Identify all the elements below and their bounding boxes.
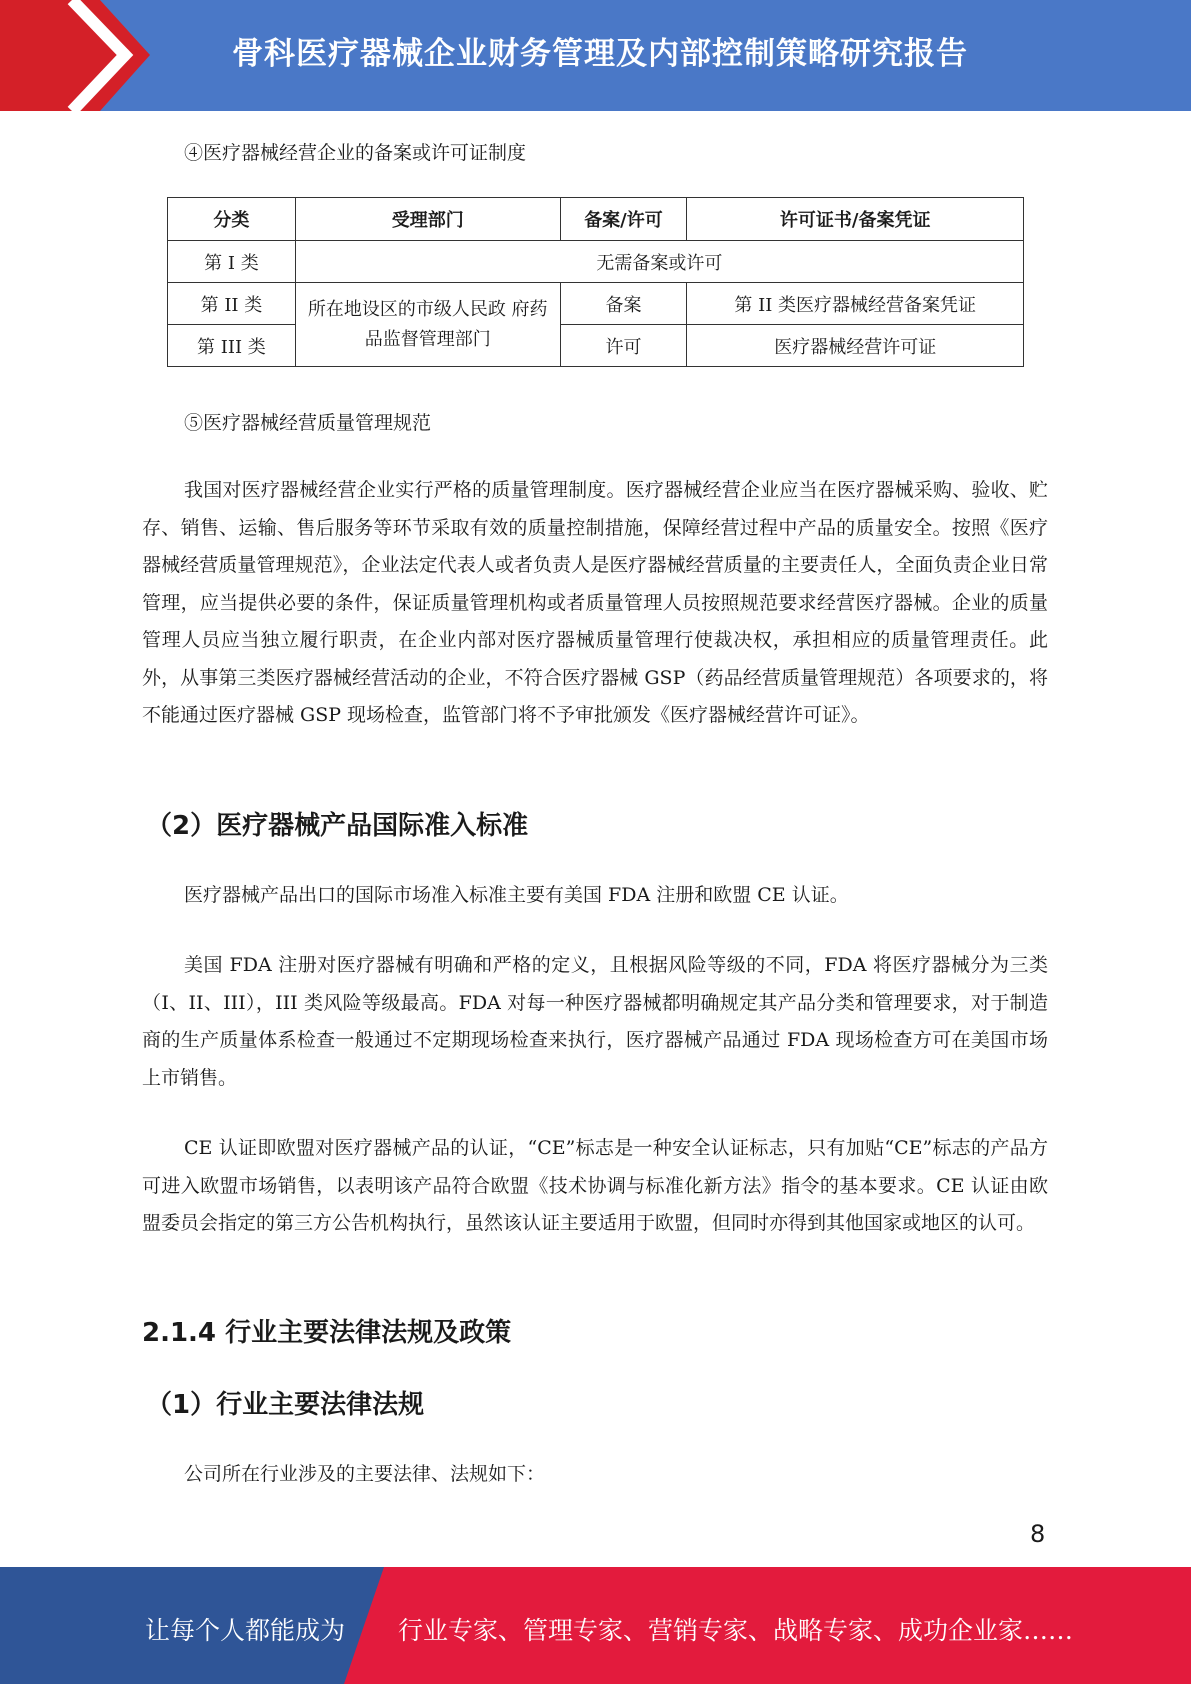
footer-slogan-right: 行业专家、管理专家、营销专家、战略专家、成功企业家…… [398,1616,1074,1645]
table-cell-merged: 无需备案或许可 [295,241,1023,283]
section-title-quality: ⑤医疗器械经营质量管理规范 [184,412,432,434]
footer-banner [0,1567,1191,1684]
table-row [168,241,1024,283]
table-row [168,283,1024,325]
license-table [167,197,1024,367]
header-arrow-decoration [0,0,150,111]
table-cell-cert: 第 II 类医疗器械经营备案凭证 [687,283,1024,325]
table-header-row [168,198,1024,241]
table-header: 备案/许可 [560,198,687,241]
table-cell-cert: 医疗器械经营许可证 [687,325,1024,367]
paragraph-intro: 医疗器械产品出口的国际市场准入标准主要有美国 FDA 注册和欧盟 CE 认证。 [184,884,849,906]
section-title-license: ④医疗器械经营企业的备案或许可证制度 [184,142,527,164]
table-cell-type: 许可 [560,325,687,367]
heading-international-standards: （2）医疗器械产品国际准入标准 [146,811,529,841]
header-banner [0,0,1191,111]
table-cell-dept: 所在地设区的市级人民政 府药品监督管理部门 [295,283,560,367]
paragraph-laws-intro: 公司所在行业涉及的主要法律、法规如下： [184,1463,546,1485]
table-cell-category: 第 I 类 [168,241,296,283]
page-number: 8 [1030,1520,1046,1548]
paragraph-ce: CE 认证即欧盟对医疗器械产品的认证，“CE”标志是一种安全认证标志，只有加贴“CE”标志的产品方可进入欧盟市场销售，以表明该产品符合欧盟《技术协调与标准化新方法》指令的基本要求。CE 认证由欧盟委员会指定的第三方公告机构执行，虽然该认证主要适用于欧盟，但同时亦得到其他国家或地区的认可。 [142,1137,1048,1234]
table-header: 许可证书/备案凭证 [687,198,1024,241]
table-header: 分类 [168,198,296,241]
paragraph-quality: 我国对医疗器械经营企业实行严格的质量管理制度。医疗器械经营企业应当在医疗器械采购、验收、贮存、销售、运输、售后服务等环节采取有效的质量控制措施，保障经营过程中产品的质量安全。按照《医疗器械经营质量管理规范》，企业法定代表人或者负责人是医疗器械经营质量的主要责任人，全面负责企业日常管理，应当提供必要的条件，保证质量管理机构或者质量管理人员按照规范要求经营医疗器械。企业的质量管理人员应当独立履行职责，在企业内部对医疗器械质量管理行使裁决权，承担相应的质量管理责任。此外，从事第三类医疗器械经营活动的企业，不符合医疗器械 GSP（药品经营质量管理规范）各项要求的，将不能通过医疗器械 GSP 现场检查，监管部门将不予审批颁发《医疗器械经营许可证》。 [142,479,1048,726]
table-cell-category: 第 II 类 [168,283,296,325]
paragraph-fda: 美国 FDA 注册对医疗器械有明确和严格的定义，且根据风险等级的不同，FDA 将医疗器械分为三类（I、II、III），III 类风险等级最高。FDA 对每一种医疗器械都明确规定其产品分类和管理要求，对于制造商的生产质量体系检查一般通过不定期现场检查来执行，医疗器械产品通过 FDA 现场检查方可在美国市场上市销售。 [142,954,1048,1089]
header-title: 骨科医疗器械企业财务管理及内部控制策略研究报告 [232,36,968,72]
heading-laws-policies: 2.1.4 行业主要法律法规及政策 [142,1318,512,1348]
table-cell-type: 备案 [560,283,687,325]
heading-main-laws: （1）行业主要法律法规 [146,1390,425,1420]
table-header: 受理部门 [295,198,560,241]
footer-slogan-left: 让每个人都能成为 [145,1616,346,1645]
table-cell-category: 第 III 类 [168,325,296,367]
